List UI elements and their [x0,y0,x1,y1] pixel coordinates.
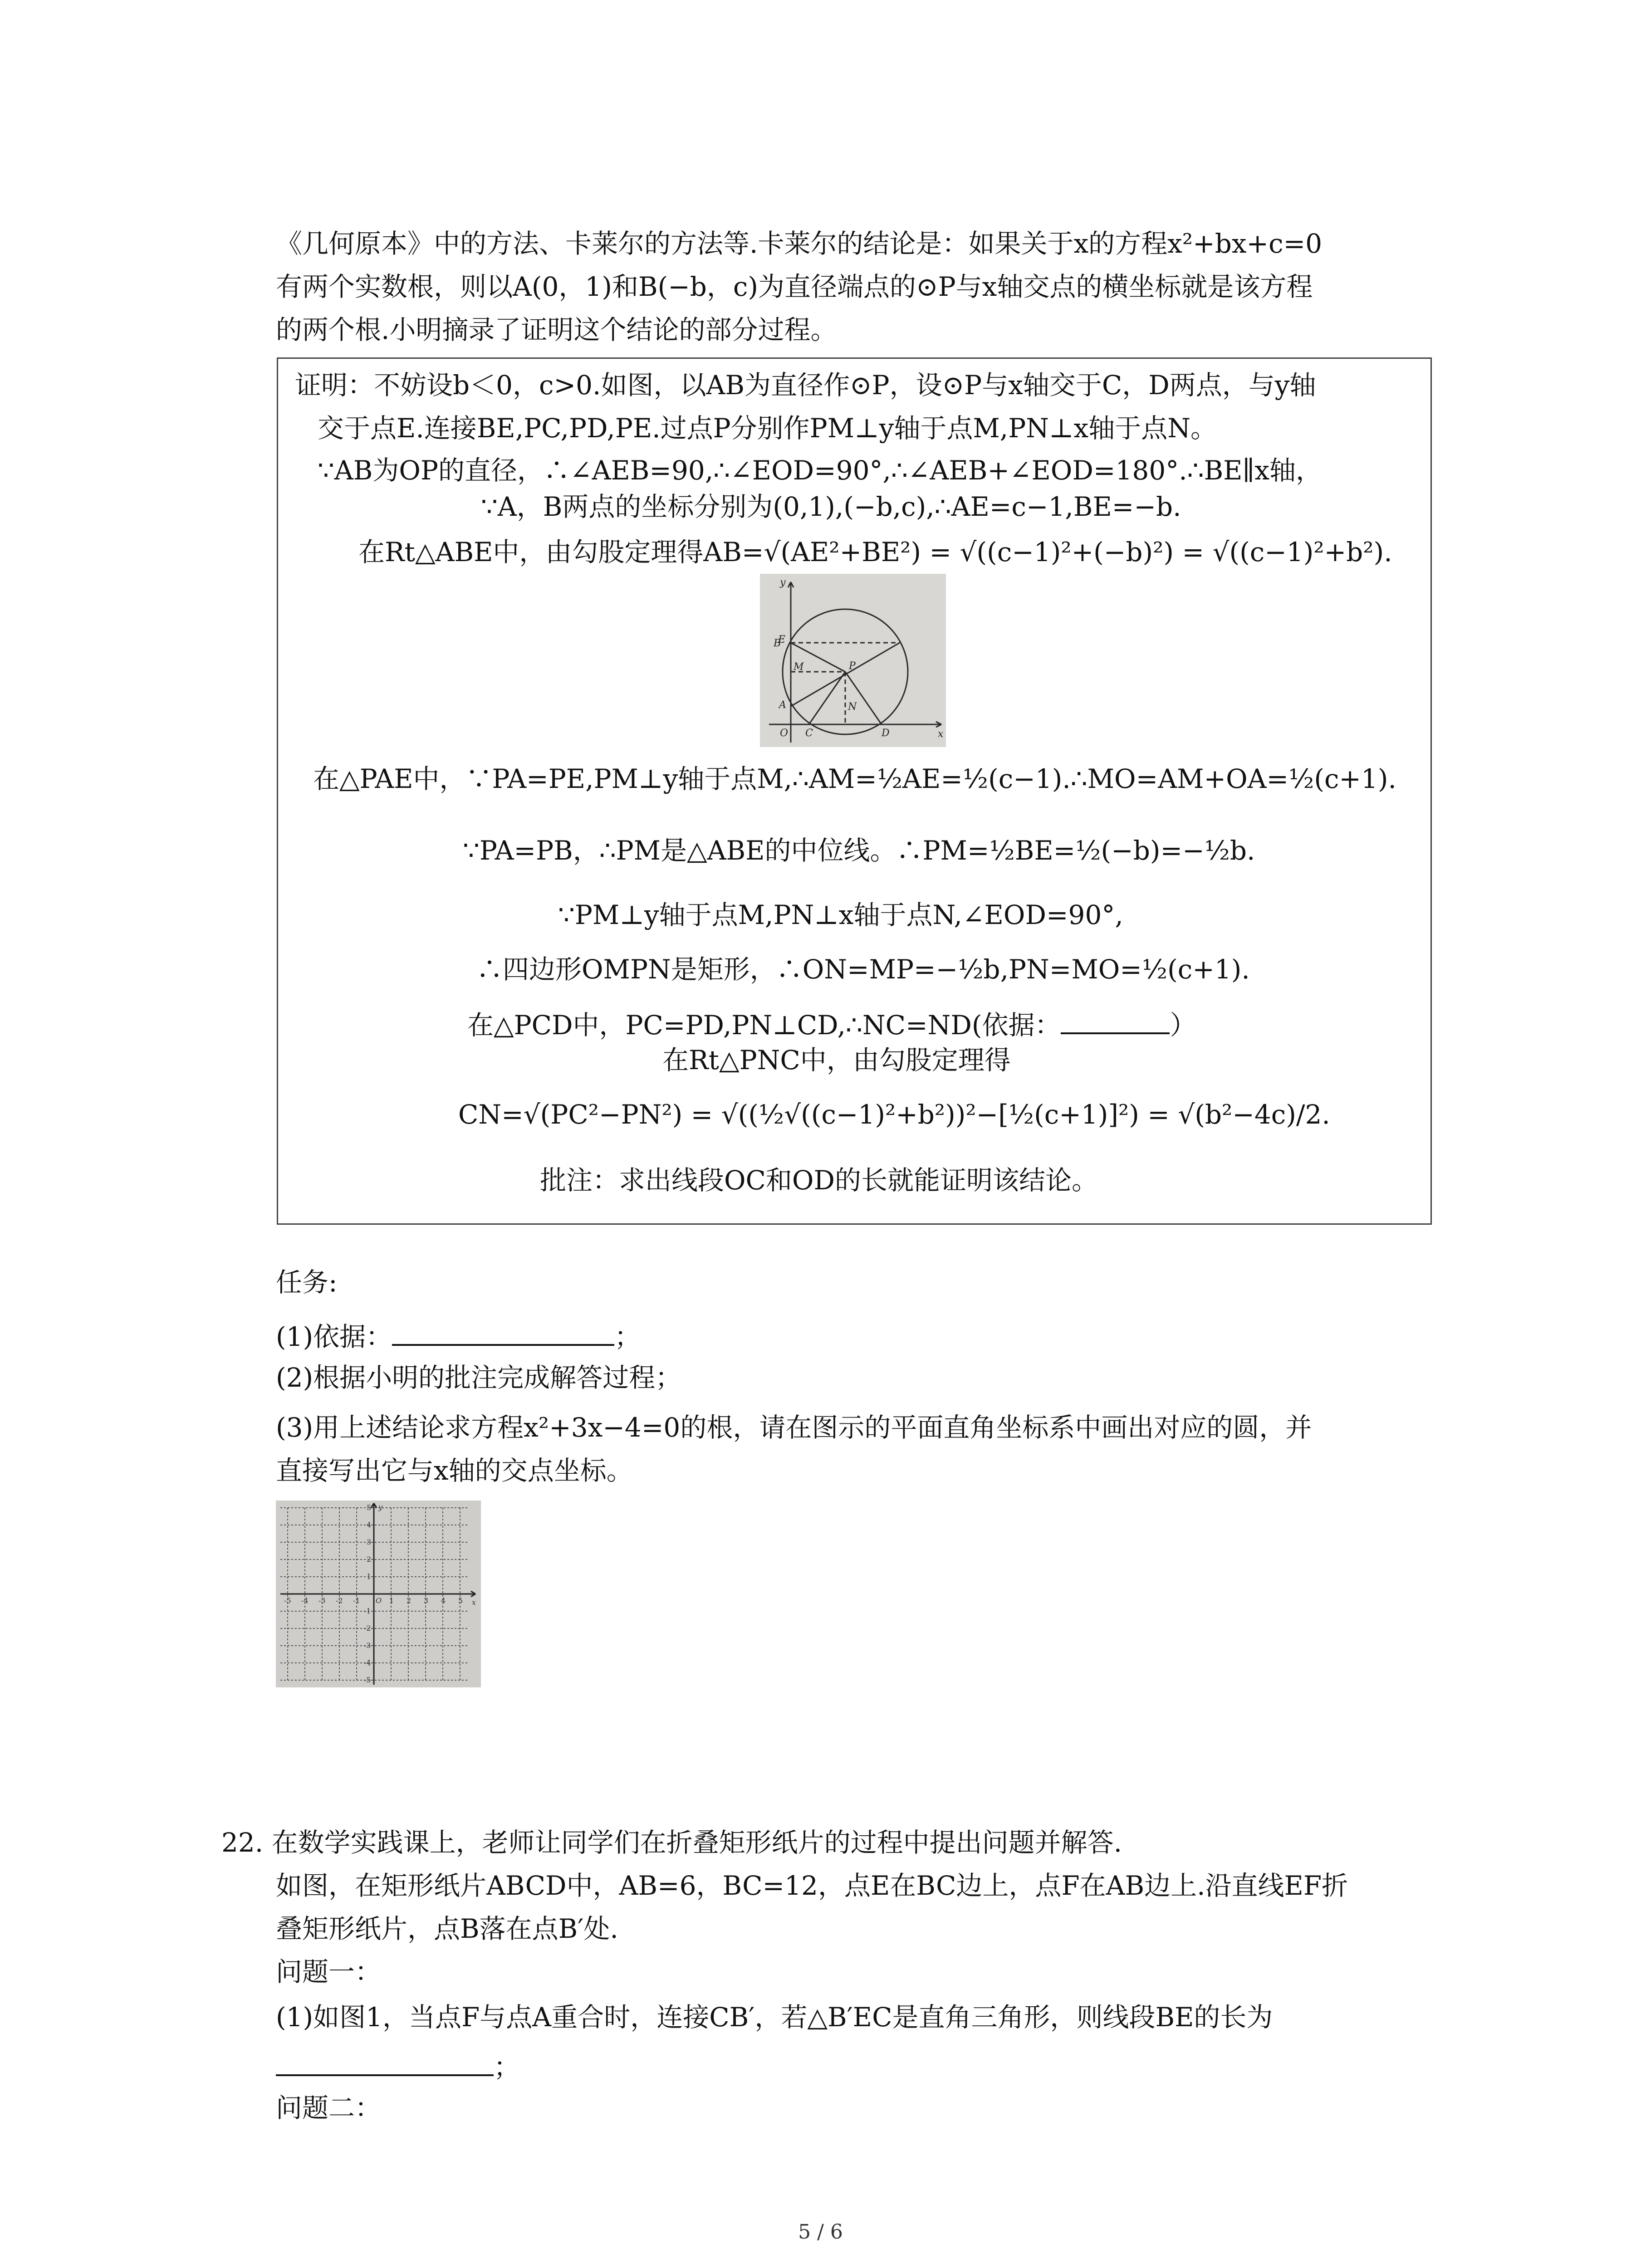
grid-y-tick-4: 4 [367,1520,372,1529]
proof-line-2: 交于点E.连接BE,PC,PD,PE.过点P分别作PM⊥y轴于点M,PN⊥x轴于点N。 [318,413,1217,444]
task-1-end: ； [614,1321,641,1352]
task-1-answer-blank[interactable] [392,1318,614,1346]
intro-line-1: 《几何原本》中的方法、卡莱尔的方法等.卡莱尔的结论是：如果关于x的方程x²+bx+c=0 [276,228,1323,259]
proof-line-6: 在△PAE中，∵PA=PE,PM⊥y轴于点M,∴AM=½AE=½(c−1).∴MO=AM+OA=½(c+1). [313,763,1396,794]
coordinate-grid [276,1501,481,1687]
task-3-line-1: (3)用上述结论求方程x²+3x−4=0的根，请在图示的平面直角坐标系中画出对应的圆，并 [276,1412,1312,1443]
fig1-label-o: O [780,728,789,739]
grid-y-tick-neg5: -5 [364,1676,371,1684]
grid-x-tick-4: 4 [441,1596,446,1605]
be-length-answer-blank[interactable] [276,2048,494,2076]
grid-x-tick-neg3: -3 [318,1596,326,1605]
task-2: (2)根据小明的批注完成解答过程； [276,1362,682,1393]
page-number: 5 / 6 [798,2220,843,2244]
grid-x-label: x [472,1598,476,1607]
q22-line-6-end: ； [494,2052,520,2082]
fig1-label-x: x [938,728,944,740]
proof-line-10-close: ） [1170,1010,1196,1041]
grid-x-tick-neg4: -4 [301,1596,309,1605]
grid-x-tick-2: 2 [407,1596,411,1605]
proof-line-3: ∵AB为OP的直径，∴∠AEB=90,∴∠EOD=90°,∴∠AEB+∠EOD=180°.∴BE∥x轴， [318,455,1323,486]
proof-line-7: ∵PA=PB，∴PM是△ABE的中位线。∴PM=½BE=½(−b)=−½b. [463,835,1255,866]
circle-diagram [760,574,946,747]
proof-line-10 [467,1006,1196,1042]
q22-line-6 [276,2048,520,2084]
fig1-label-a: A [779,699,786,711]
proof-line-1: 证明：不妨设b＜0，c>0.如图，以AB为直径作⊙P，设⊙P与x轴交于C，D两点，与y轴 [295,370,1316,401]
fig1-label-n: N [848,701,857,713]
fig1-label-c: C [805,728,813,739]
fig1-label-p: P [849,660,856,672]
tasks-heading: 任务: [276,1267,338,1298]
grid-origin-label: O [376,1596,382,1605]
coordinate-grid-figure [276,1501,481,1687]
proof-line-13: 批注：求出线段OC和OD的长就能证明该结论。 [540,1165,1098,1196]
grid-y-tick-neg4: -4 [364,1658,371,1667]
proof-line-4: ∵A，B两点的坐标分别为(0,1),(−b,c),∴AE=c−1,BE=−b. [481,491,1181,522]
grid-y-tick-3: 3 [367,1538,372,1546]
grid-x-tick-neg5: -5 [284,1596,291,1605]
grid-y-tick-neg3: -3 [364,1641,371,1650]
q22-line-5: (1)如图1，当点F与点A重合时，连接CB′，若△B′EC是直角三角形，则线段BE的长为 [276,2002,1273,2033]
proof-line-9: ∴四边形OMPN是矩形，∴ON=MP=−½b,PN=MO=½(c+1). [476,954,1250,985]
intro-line-2: 有两个实数根，则以A(0，1)和B(−b，c)为直径端点的⊙P与x轴交点的横坐标就是该方程 [276,271,1313,302]
proof-line-8: ∵PM⊥y轴于点M,PN⊥x轴于点N,∠EOD=90°, [558,899,1123,930]
fig1-label-e: E [778,634,786,645]
q22-problem-1-heading: 问题一： [276,1956,382,1987]
q22-line-2: 如图，在矩形纸片ABCD中，AB=6，BC=12，点E在BC边上，点F在AB边上.沿直线EF折 [276,1870,1348,1901]
grid-y-tick-5: 5 [367,1503,372,1512]
q22-line-3: 叠矩形纸片，点B落在点B′处. [276,1913,618,1944]
grid-x-tick-neg1: -1 [353,1596,360,1605]
grid-y-label: y [378,1503,383,1511]
proof-line-10-text: 在△PCD中，PC=PD,PN⊥CD,∴NC=ND(依据： [467,1010,1061,1041]
proof-line-11: 在Rt△PNC中，由勾股定理得 [662,1045,1011,1075]
grid-x-tick-neg2: -2 [336,1596,343,1605]
grid-y-tick-neg2: -2 [364,1624,371,1633]
q22-line-1: 22. 在数学实践课上，老师让同学们在折叠矩形纸片的过程中提出问题并解答. [221,1827,1122,1858]
task-3-line-2: 直接写出它与x轴的交点坐标。 [276,1455,633,1486]
proof-figure [760,574,946,747]
proof-line-12: CN=√(PC²−PN²) = √((½√((c−1)²+b²))²−[½(c+1)]²) = √(b²−4c)/2. [458,1099,1330,1130]
grid-y-tick-2: 2 [367,1555,372,1564]
fig1-label-y: y [780,577,786,588]
fig1-label-b: B [774,638,781,649]
grid-y-tick-1: 1 [367,1572,372,1581]
task-1 [276,1318,641,1354]
fig1-label-d: D [882,728,890,739]
task-1-label: (1)依据： [276,1321,392,1352]
q22-problem-2-heading: 问题二： [276,2092,382,2123]
grid-y-tick-neg1: -1 [364,1607,371,1615]
grid-x-tick-3: 3 [424,1596,429,1605]
basis-blank-in-proof[interactable] [1061,1006,1170,1034]
proof-line-5: 在Rt△ABE中，由勾股定理得AB=√(AE²+BE²) = √((c−1)²+(−b)²) = √((c−1)²+b²). [358,537,1392,567]
intro-line-3: 的两个根.小明摘录了证明这个结论的部分过程。 [276,314,837,345]
grid-x-tick-5: 5 [458,1596,463,1605]
fig1-label-m: M [794,661,804,673]
grid-x-tick-1: 1 [389,1596,394,1605]
